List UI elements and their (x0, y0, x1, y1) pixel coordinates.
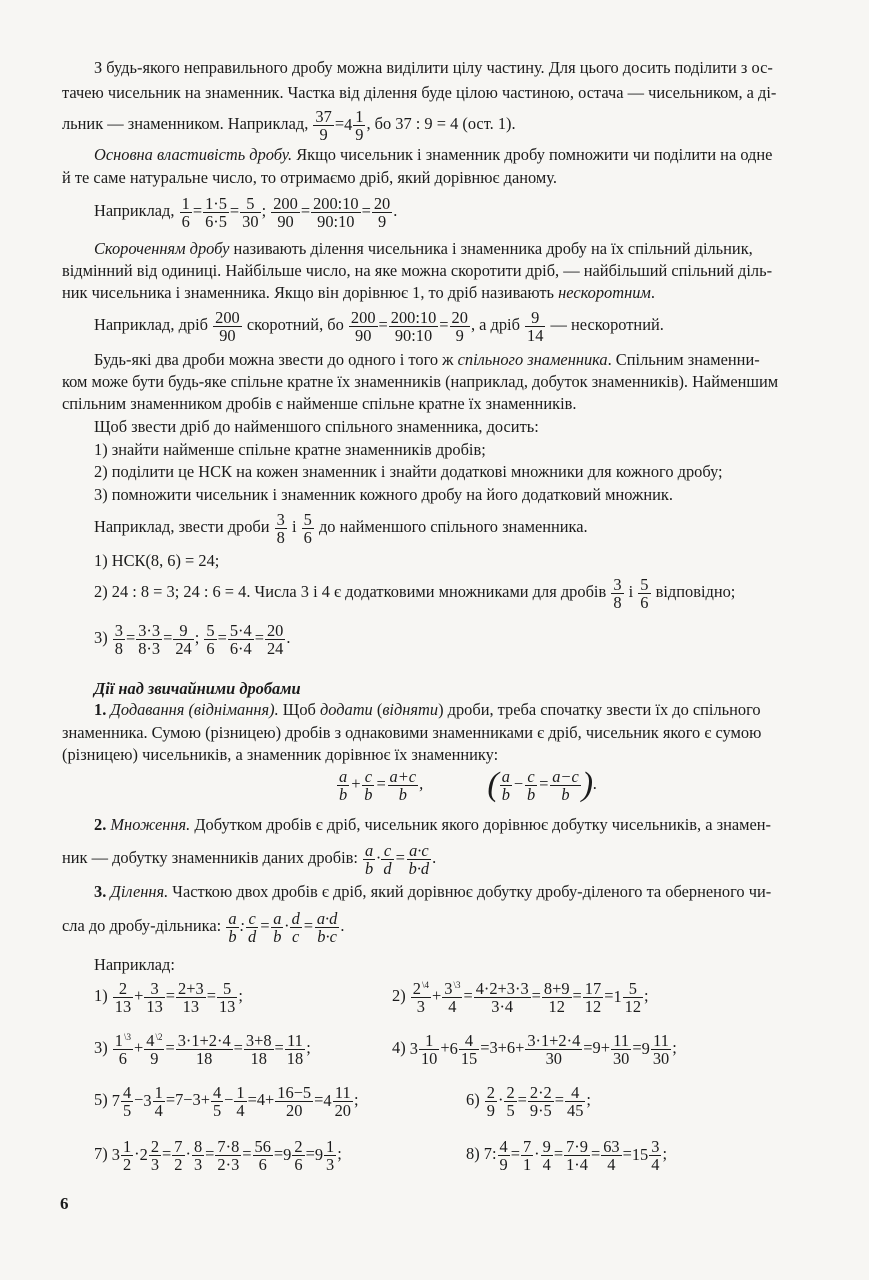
term-main-property: Основна властивість дробу. (94, 145, 293, 164)
section-heading: Дії над звичайними дробами (94, 679, 301, 698)
p1-line2: тачею чисельник на знаменник. Частка від ділення буде цілою частиною, остача — чисельником, а ді- (62, 83, 777, 102)
p4-example: Наприклад, звести дроби $\frac{3}{8}$ і $\frac{5}{6}$ до найменшого спільного знаменника. (94, 509, 588, 547)
result-1: 1) НСК(8, 6) = 24; (94, 551, 220, 570)
div-line1: 3. Ділення. Часткою двох дробів є дріб, який дорівнює добутку дробу-діленого та оберненого чи- (94, 882, 772, 901)
add-formula: $\frac{a}{b}$ + $\frac{c}{b}$ = $\frac{a+c}{b}$ , ( $\frac{a}{b}$ − $\frac{c}{b}$ = $\frac{a-c}{b}$ ). (339, 766, 598, 804)
example-7: 7) 3 1 2 ·2 2 3 = $\frac{7}{2}$ · $\frac{8}{3}$ = $\frac{7\cdot 8}{2\cdot 3}$ = $\frac{56}{6}$ =9 2 6 =9 1 3 ; (94, 1136, 342, 1174)
p2-line2: й те саме натуральне число, то отримаємо дріб, який дорівнює даному. (62, 168, 557, 187)
p4-line1: Будь-які два дроби можна звести до одного і того ж спільного знаменника. Спільним знаменни- (94, 350, 760, 369)
add-line1: 1. Додавання (віднімання). Щоб додати (відняти) дроби, треба спочатку звести їх до спільного (94, 700, 761, 719)
p4-line4: Щоб звести дріб до найменшого спільного знаменника, досить: (94, 417, 539, 436)
p3-example: Наприклад, дріб $\frac{200}{90}$ скоротний, бо $\frac{200}{90}$ = $\frac{200:10}{90:10}$ = $\frac{20}{9}$ , а дріб $\frac{9}{14}$ — нескоротний. (94, 307, 664, 345)
p3-line1: Скороченням дробу називають ділення чисельника і знаменника дробу на їх спільний дільник, (94, 239, 753, 258)
example-8: 8) 7: $\frac{4}{9}$ = $\frac{7}{1}$ · $\frac{9}{4}$ = $\frac{7\cdot 9}{1\cdot 4}$ = $\frac{63}{4}$ =15 3 4 ; (466, 1136, 667, 1174)
result-2: 2) 24 : 8 = 3; 24 : 6 = 4. Числа 3 і 4 є додатковими множниками для дробів $\frac{3}{8}$ і $\frac{5}{6}$ відповідно; (94, 574, 736, 612)
example-6: 6) $\frac{2}{9}$ · $\frac{2}{5}$ = $\frac{2\cdot 2}{9\cdot 5}$ = $\frac{4}{45}$ ; (466, 1082, 591, 1120)
p4-line3: спільним знаменником дробів є найменше спільне кратне їх знаменників. (62, 394, 577, 413)
p4-line2: ком може бути будь-яке спільне кратне їх знаменників (наприклад, добуток знаменників). Найменшим (62, 372, 779, 391)
p2-example: Наприклад, $\frac{1}{6}$ = $\frac{1\cdot 5}{6\cdot 5}$ = $\frac{5}{30}$ ; $\frac{200}{90}$ = $\frac{200:10}{90:10}$ = $\frac{20}{9}$ . (94, 193, 398, 231)
result-3: 3) $\frac{3}{8}$ = $\frac{3\cdot 3}{8\cdot 3}$ = $\frac{9}{24}$ ; $\frac{5}{6}$ = $\frac{5\cdot 4}{6\cdot 4}$ = $\frac{20}{24}$ . (94, 620, 291, 658)
example-1: 1) $\frac{2}{13}$ + $\frac{3}{13}$ = $\frac{2+3}{13}$ = $\frac{5}{13}$ ; (94, 978, 243, 1016)
page-number: 6 (60, 1194, 69, 1213)
p3-line2: відмінний від одиниці. Найбільше число, на яке можна скоротити дріб, — найбільший спільний діль- (62, 261, 773, 280)
step-3: 3) помножити чисельник і знаменник кожного дробу на його додатковий множник. (94, 485, 673, 504)
p3-line3: ник чисельника і знаменника. Якщо він дорівнює 1, то дріб називають нескоротним. (62, 283, 655, 302)
p2-line1: Основна властивість дробу. Якщо чисельник і знаменник дробу помножити чи поділити на одне (94, 145, 773, 164)
step-1: 1) знайти найменше спільне кратне знаменників дробів; (94, 440, 486, 459)
add-line3: (різницею) чисельників, а знаменник дорівнює їх знаменнику: (62, 745, 499, 764)
p1-line1: З будь-якого неправильного дробу можна виділити цілу частину. Для цього досить поділити з ос- (94, 58, 773, 77)
example-3: 3) $\frac{1^{\backslash 3}}{6}$ + $\frac{4^{\backslash 2}}{9}$ = $\frac{3\cdot 1+2\cdot 4}{18}$ = $\frac{3+8}{18}$ = $\frac{11}{18}$ ; (94, 1030, 311, 1068)
example-4: 4) 3 1 10 +6 4 15 =3+6+ $\frac{3\cdot 1+2\cdot 4}{30}$ =9+ $\frac{11}{30}$ =9 11 30 ; (392, 1030, 677, 1068)
mul-line1: 2. Множення. Добутком дробів є дріб, чисельник якого дорівнює добутку чисельників, а знамен- (94, 815, 771, 834)
add-line2: знаменника. Сумою (різницею) дробів з однаковими знаменниками є дріб, чисельник якого є сумою (62, 723, 762, 742)
example-2: 2) $\frac{2^{\backslash 4}}{3}$ + $\frac{3^{\backslash 3}}{4}$ = $\frac{4\cdot 2+3\cdot 3}{3\cdot 4}$ = $\frac{8+9}{12}$ = $\frac{17}{12}$ =1 5 12 ; (392, 978, 649, 1016)
example-5: 5) 7 4 5 −3 1 4 =7−3+ $\frac{4}{5}$ − $\frac{1}{4}$ =4+ $\frac{16-5}{20}$ =4 11 20 ; (94, 1082, 359, 1120)
mul-line2: ник — добутку знаменників даних дробів: $\frac{a}{b}$ · $\frac{c}{d}$ = $\frac{a\cdot c}{b\cdot d}$ . (62, 840, 437, 878)
step-2: 2) поділити це НСК на кожен знаменник і знайти додаткові множники для кожного дробу; (94, 462, 723, 481)
p1-line3: льник — знаменником. Наприклад, $\frac{37}{9}$ =4 1 9 , бо 37 : 9 = 4 (ост. 1). (62, 106, 516, 144)
term-reduction: Скороченням дробу (94, 239, 230, 258)
div-line2: сла до дробу-дільника: $\frac{a}{b}$ : $\frac{c}{d}$ = $\frac{a}{b}$ · $\frac{d}{c}$ = $\frac{a\cdot d}{b\cdot c}$ . (62, 908, 345, 946)
examples-label: Наприклад: (94, 955, 175, 974)
